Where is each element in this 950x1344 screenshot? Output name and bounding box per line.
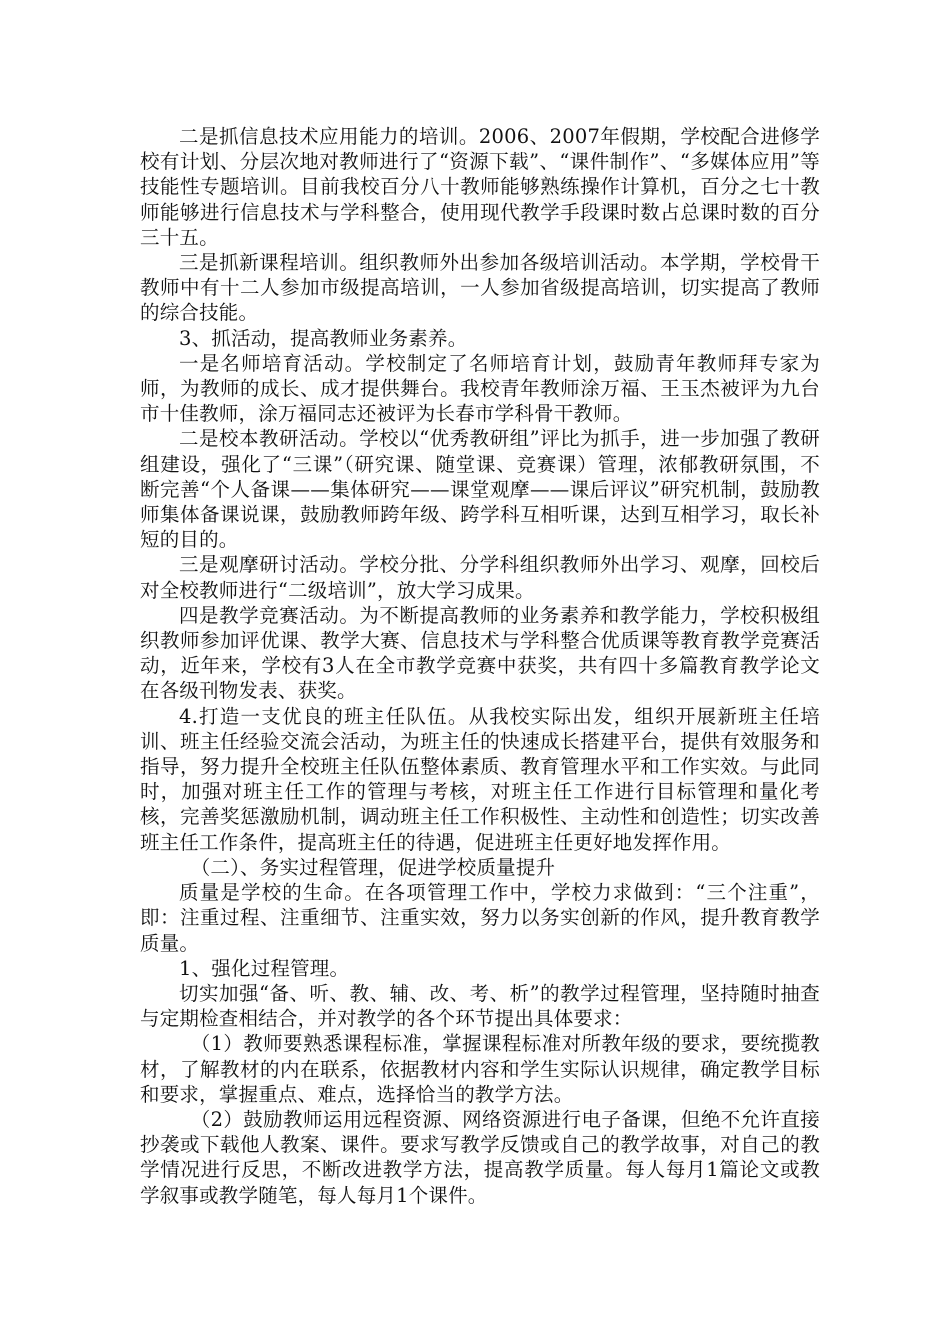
section-heading-process-management: （二）、务实过程管理，促进学校质量提升 bbox=[190, 855, 556, 879]
paragraph-head-teachers: 4.打造一支优良的班主任队伍。从我校实际出发，组织开展新班主任培训、班主任经验交流会活动，为班主任的快速成长搭建平台，提供有效服务和指导，努力提升全校班主任队伍整体素质、教育管理水平和工作实效。与此同时，加强对班主任工作的管理与考核，对班主任工作进行目标管理和量化考核，完善奖惩激励机制，调动班主任工作积极性、主动性和创造性；切实改善班主任工作条件，提高班主任的待遇，促进班主任更好地发挥作用。 bbox=[140, 704, 820, 854]
section-heading-activities: 3、抓活动，提高教师业务素养。 bbox=[179, 326, 468, 350]
paragraph-competition: 四是教学竞赛活动。为不断提高教师的业务素养和教学能力，学校积极组织教师参加评优课、教学大赛、信息技术与学科整合优质课等教育教学竞赛活动，近年来，学校有3人在全市教学竞赛中获奖，共有四十多篇教育教学论文在各级刊物发表、获奖。 bbox=[140, 603, 820, 703]
paragraph-school-research: 二是校本教研活动。学校以“优秀教研组”评比为抓手，进一步加强了教研组建设，强化了“三课”（研究课、随堂课、竞赛课）管理，浓郁教研氛围，不断完善“个人备课——集体研究——课堂观摩——课后评议”研究机制，鼓励教师集体备课说课，鼓励教师跨年级、跨学科互相听课，达到互相学习，取长补短的目的。 bbox=[140, 427, 820, 552]
section-heading-strengthen-process: 1、强化过程管理。 bbox=[179, 956, 350, 980]
paragraph-observation: 三是观摩研讨活动。学校分批、分学科组织教师外出学习、观摩，回校后对全校教师进行“二级培训”，放大学习成果。 bbox=[140, 553, 820, 602]
list-item-2: （2）鼓励教师运用远程资源、网络资源进行电子备课，但绝不允许直接抄袭或下载他人教案、课件。要求写教学反馈或自己的教学故事，对自己的教学情况进行反思，不断改进教学方法，提高教学质量。每人每月1篇论文或教学叙事或教学随笔，每人每月1个课件。 bbox=[140, 1107, 820, 1207]
paragraph-it-training: 二是抓信息技术应用能力的培训。2006、2007年假期，学校配合进修学校有计划、分层次地对教师进行了“资源下载”、“课件制作”、“多媒体应用”等技能性专题培训。目前我校百分八十教师能够熟练操作计算机，百分之七十教师能够进行信息技术与学科整合，使用现代教学手段课时数占总课时数的百分三十五。 bbox=[140, 125, 820, 249]
paragraph-new-curriculum-training: 三是抓新课程培训。组织教师外出参加各级培训活动。本学期，学校骨干教师中有十二人参加市级提高培训，一人参加省级提高培训，切实提高了教师的综合技能。 bbox=[140, 251, 820, 325]
list-item-1: （1）教师要熟悉课程标准，掌握课程标准对所教年级的要求，要统揽教材，了解教材的内在联系，依据教材内容和学生实际认识规律，确定教学目标和要求，掌握重点、难点，选择恰当的教学方法。 bbox=[140, 1032, 820, 1106]
paragraph-teaching-process: 切实加强“备、听、教、辅、改、考、析”的教学过程管理，坚持随时抽查与定期检查相结合，并对教学的各个环节提出具体要求： bbox=[140, 981, 820, 1031]
paragraph-master-teacher: 一是名师培育活动。学校制定了名师培育计划，鼓励青年教师拜专家为师，为教师的成长、成才提供舞台。我校青年教师涂万福、王玉杰被评为九台市十佳教师，涂万福同志还被评为长春市学科骨干教师。 bbox=[140, 351, 820, 426]
document-page bbox=[140, 124, 820, 1208]
paragraph-quality: 质量是学校的生命。在各项管理工作中，学校力求做到：“三个注重”，即：注重过程、注重细节、注重实效，努力以务实创新的作风，提升教育教学质量。 bbox=[140, 881, 820, 955]
